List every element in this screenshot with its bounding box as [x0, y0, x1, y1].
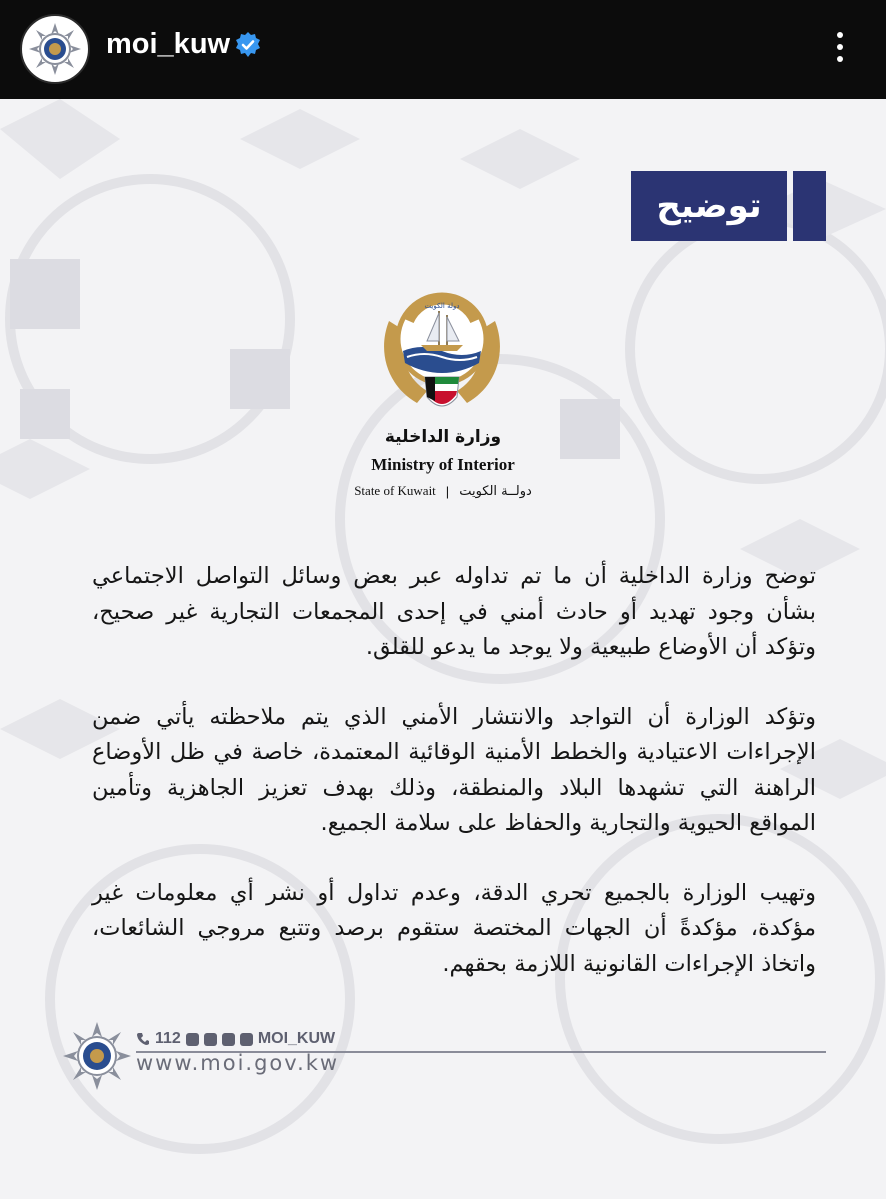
footer-police-badge-icon: [62, 1021, 132, 1091]
kuwait-emblem-icon: [377, 281, 507, 421]
police-badge-icon: [27, 21, 83, 77]
paragraph-3: وتهيب الوزارة بالجميع تحري الدقة، وعدم تداول أو نشر أي معلومات غير مؤكدة، مؤكدةً أن الجهات المختصة ستقوم برصد وتتبع مروجي الشائعات، واتخاذ الإجراءات القانونية اللازمة بحقهم.: [92, 879, 816, 977]
phone-icon: [136, 1032, 150, 1046]
instagram-icon: [240, 1033, 253, 1046]
post-image: [0, 99, 886, 1199]
statement-body: [92, 559, 816, 1016]
paragraph-2: وتؤكد الوزارة أن التواجد والانتشار الأمني الذي يتم ملاحظته يأتي ضمن الإجراءات الاعتيادية والخطط الأمنية الوقائية المعتمدة، خاصة في ظل الأوضاع الراهنة التي تشهدها البلاد والمنطقة، وذلك بهدف تعزيز الجاهزية وتأمين المواقع الحيوية والتجارية والحفاظ على سلامة الجميع.: [92, 703, 816, 836]
post-header: [0, 0, 886, 99]
ministry-english-name: Ministry of Interior: [371, 455, 515, 474]
post-title: توضيح: [631, 171, 787, 241]
state-arabic: دولــة الكويت: [459, 483, 532, 499]
youtube-icon: [186, 1033, 199, 1046]
state-separator: |: [445, 483, 450, 499]
facebook-icon: [204, 1033, 217, 1046]
more-options-button[interactable]: [818, 32, 862, 62]
footer-contacts: [136, 1029, 335, 1049]
ministry-arabic-name: وزارة الداخلية: [384, 427, 502, 447]
state-english: State of Kuwait: [354, 483, 436, 498]
x-icon: [222, 1033, 235, 1046]
footer-handle: MOI_KUW: [257, 1030, 336, 1047]
paragraph-1: توضح وزارة الداخلية أن ما تم تداوله عبر بعض وسائل التواصل الاجتماعي بشأن وجود تهديد أو حادث أمني في إحدى المجمعات التجارية غير صحيح، وتؤكد أن الأوضاع طبيعية ولا يوجد ما يدعو للقلق.: [92, 563, 816, 660]
more-dots-icon: [837, 32, 843, 38]
profile-avatar[interactable]: [20, 14, 90, 84]
emblem-text: دولة الكويت: [424, 302, 460, 310]
username[interactable]: moi_kuw: [106, 28, 231, 60]
footer-phone: 112: [155, 1030, 181, 1047]
title-accent-bar: [793, 171, 826, 241]
footer-website: www.moi.gov.kw: [136, 1051, 340, 1075]
title-banner: [631, 171, 826, 241]
verified-badge-icon: [234, 31, 262, 59]
state-line: [290, 483, 596, 499]
